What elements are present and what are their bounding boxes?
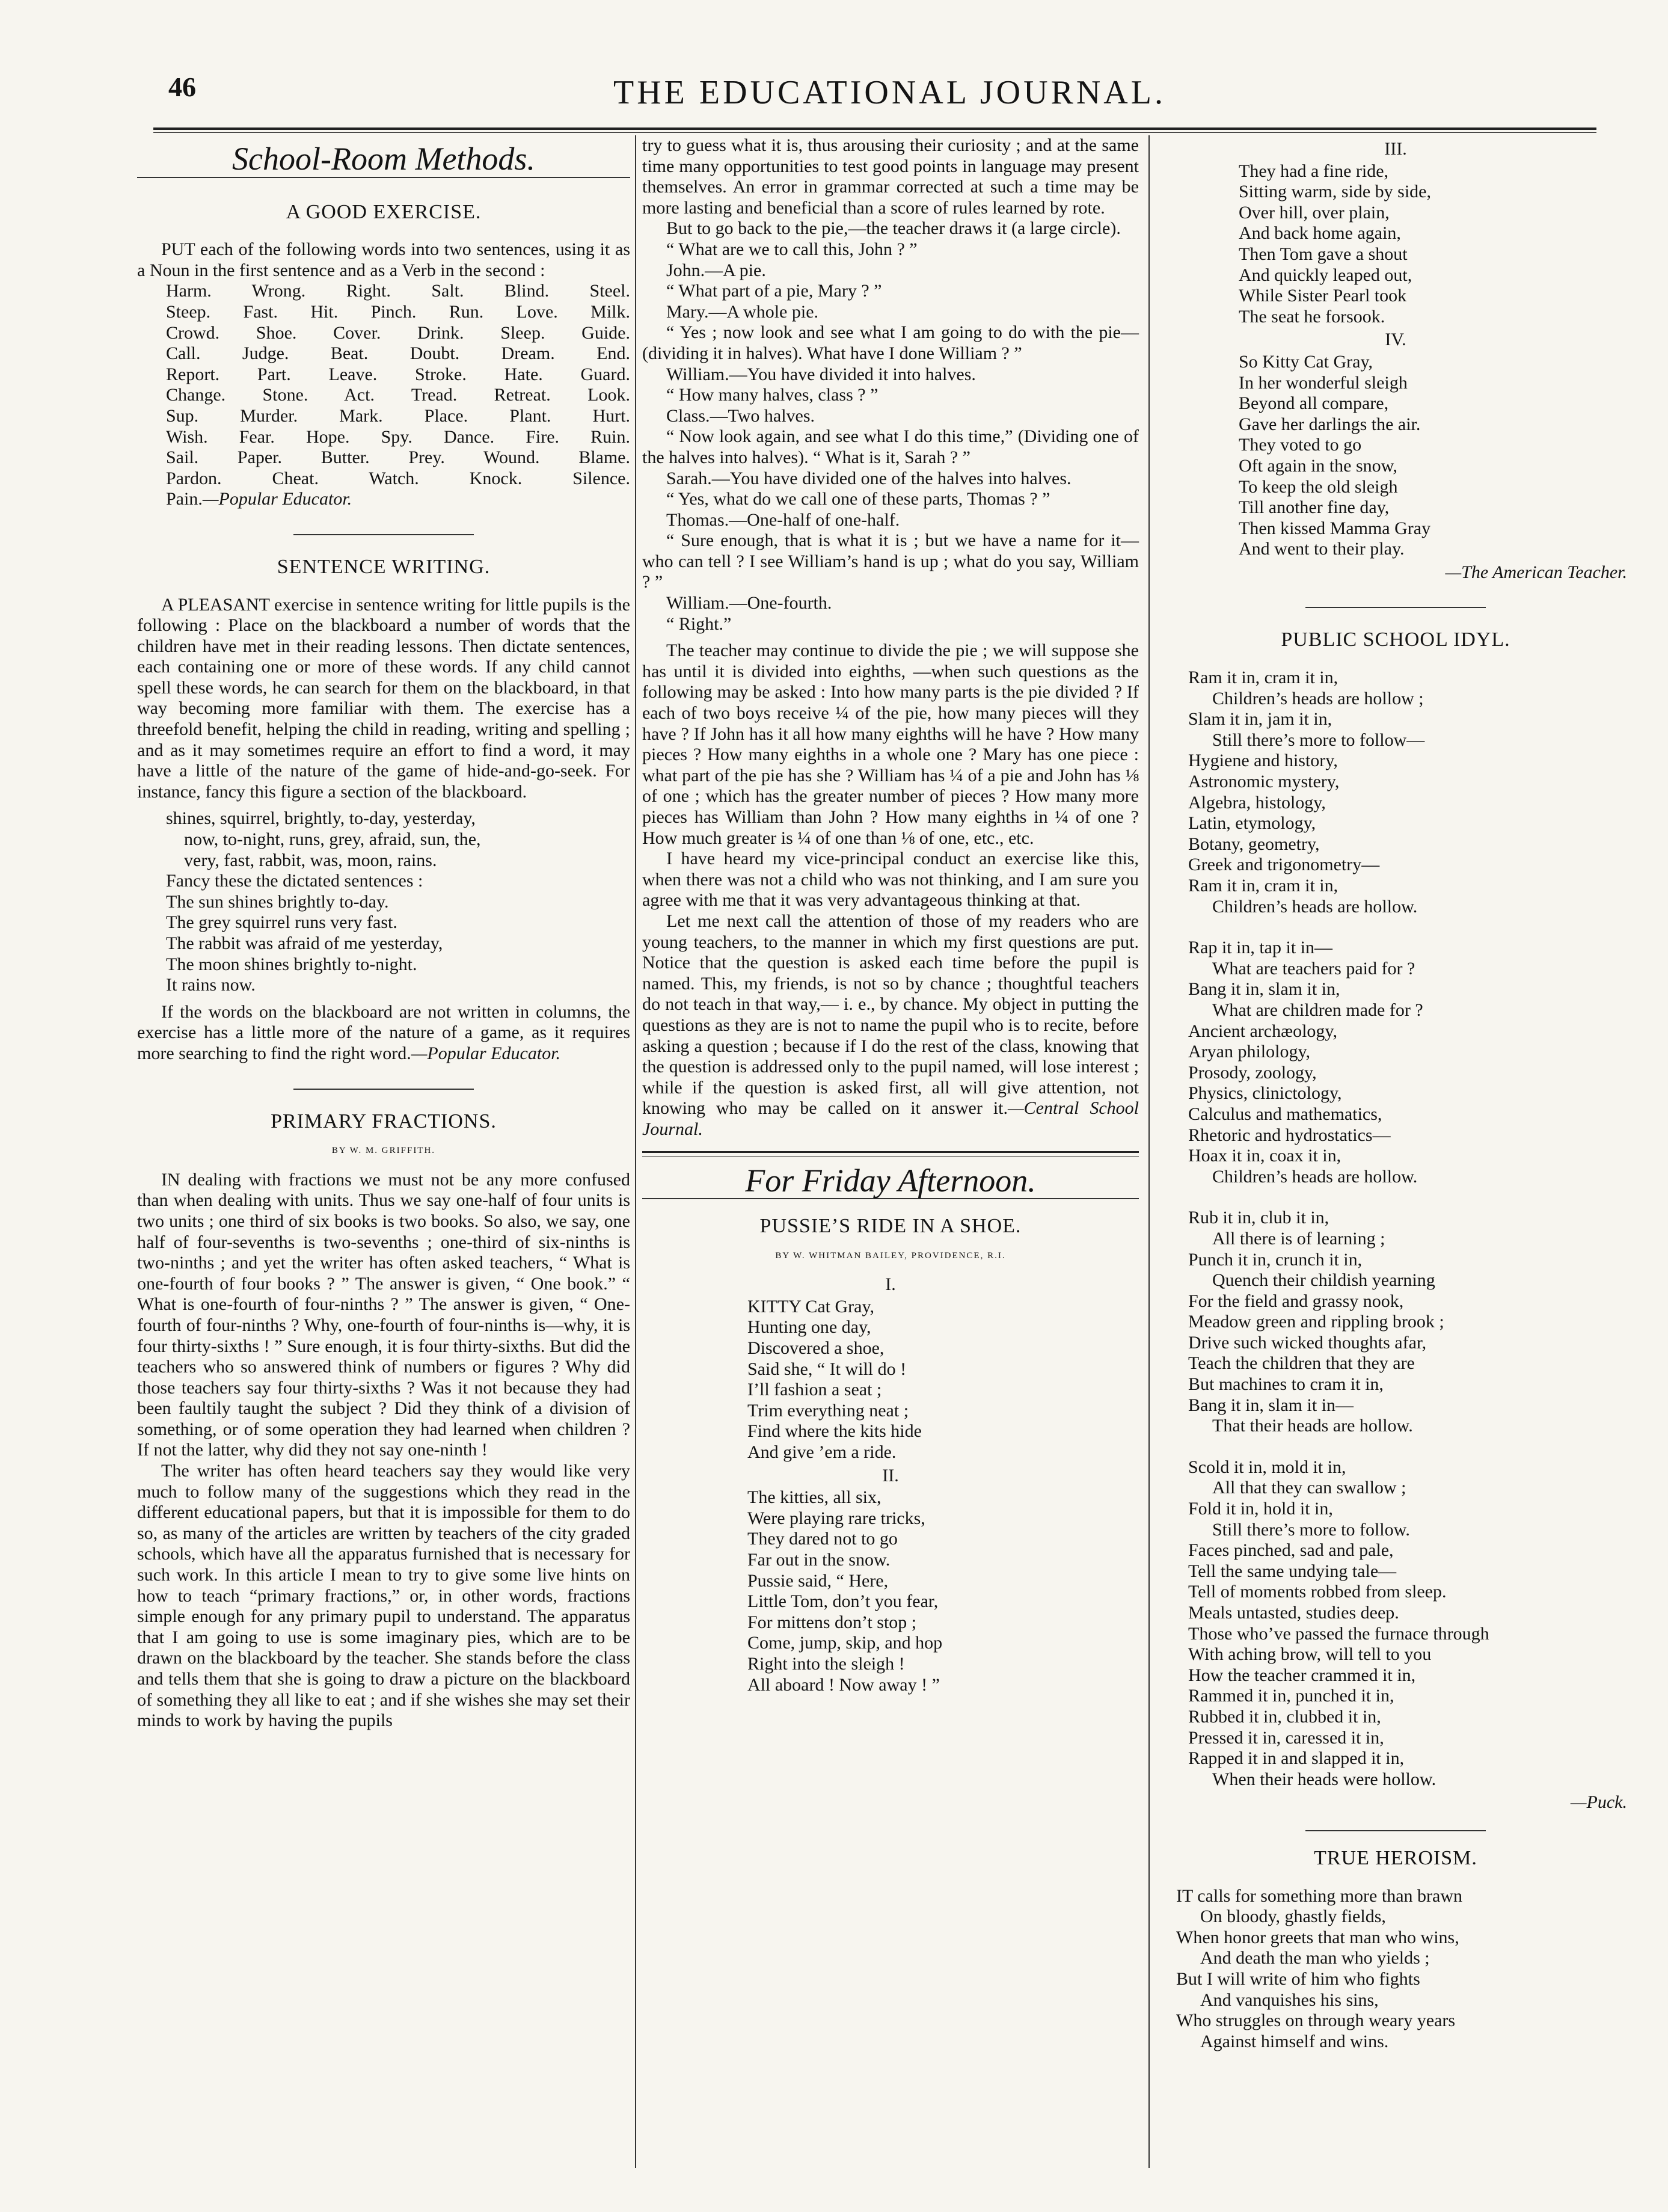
word-line: Steep. Fast. Hit. Pinch. Run. Love. Milk. [166,301,630,322]
poem-line: Bang it in, slam it in, [1188,979,1340,1000]
poem-stanza-2 [642,1487,1139,1695]
column-divider-2 [1148,135,1150,2168]
poem-line: Rubbed it in, clubbed it in, [1188,1706,1381,1727]
poem-line: Pussie said, “ Here, [747,1570,889,1591]
word-list [137,281,630,489]
header-rule-thin [153,132,1596,133]
dialog-block [642,510,1139,531]
byline-griffith: BY W. M. GRIFFITH. [331,1146,436,1156]
poem-line: And death the man who yields ; [1200,1948,1430,1968]
poem-line: To keep the old sleigh [1239,476,1398,497]
poem-line: And give ’em a ride. [747,1442,897,1463]
poem-line: Rap it in, tap it in— [1188,938,1332,958]
poem-stanza [1164,938,1627,1187]
poem-line: Rapped it in and slapped it in, [1188,1748,1405,1769]
poem-line: That their heads are hollow. [1212,1416,1413,1436]
blackboard-words [137,808,630,871]
stanza-numeral: II. [882,1465,899,1485]
poem-line: In her wonderful sleigh [1239,372,1408,393]
poem-line: Ram it in, cram it in, [1188,668,1338,688]
poem-line: Latin, etymology, [1188,813,1316,834]
poem-line: Till another fine day, [1239,497,1390,518]
poem-line: Physics, clinictology, [1188,1083,1342,1104]
word-line: Change. Stone. Act. Tread. Retreat. Look. [166,385,630,405]
poem-line: Were playing rare tricks, [747,1508,925,1528]
poem-line: Far out in the snow. [747,1550,891,1570]
poem-line: Meals untasted, studies deep. [1188,1603,1399,1623]
para-text: If the words on the blackboard are not written in columns, the exercise has a little more of the nature of a game, as it requires more searching to find the right word. [137,1001,630,1063]
dialog-line: “ What part of a pie, Mary ? ” [666,281,882,301]
section-double-rule [642,1151,1139,1157]
poem-stanza [1164,668,1627,917]
dialog-paragraph: “ Sure enough, that is what it is ; but we have a name for it—who can tell ? I see William’s hand is up ; what do you say, William ? ” [642,530,1139,592]
section-heading-friday-afternoon: For Friday Afternoon. [745,1162,1036,1199]
poem-line: Children’s heads are hollow. [1212,896,1418,917]
stanza-numeral: III. [1384,139,1407,159]
poem-title-pussies-ride: PUSSIE’S RIDE IN A SHOE. [759,1215,1022,1238]
poem-line: Greek and trigonometry— [1188,855,1380,875]
article-title-primary-fractions: PRIMARY FRACTIONS. [271,1110,497,1132]
dialog-block [642,239,1139,322]
poem-line: Calculus and mathematics, [1188,1104,1382,1124]
poem-line: Who struggles on through weary years [1176,2011,1456,2031]
board-line: very, fast, rabbit, was, moon, rains. [184,850,437,870]
poem-stanza-4 [1164,352,1627,560]
poem-line: The kitties, all six, [747,1487,882,1508]
header-rule [153,127,1596,130]
poem-line: Rhetoric and hydrostatics— [1188,1125,1391,1145]
dialog-block [642,364,1139,427]
poem-line: Over hill, over plain, [1239,202,1390,223]
word-line: Sail. Paper. Butter. Prey. Wound. Blame. [166,447,630,468]
journal-title: THE EDUCATIONAL JOURNAL. [613,74,1166,111]
poem-line: Bang it in, slam it in— [1188,1395,1354,1415]
poem-line: When their heads were hollow. [1212,1769,1437,1789]
poem-line: But machines to cram it in, [1188,1374,1384,1395]
poem-line: Faces pinched, sad and pale, [1188,1540,1394,1561]
poem-line: Little Tom, don’t you fear, [747,1591,939,1612]
poem-line: Children’s heads are hollow ; [1212,688,1424,708]
fractions-para-back-to-pie: But to go back to the pie,—the teacher draws it (a large circle). [666,218,1121,239]
stanza-gap [1164,1187,1627,1208]
poem-line: I’ll fashion a seat ; [747,1380,882,1400]
para-text: Let me next call the attention of those of my readers who are young teachers, to the manner in which my first questions are put. Notice that the question is asked each time before the pupil is named. This, my friends, is not so by chance ; thoughtful teachers do not teach in that way,— i. e., by chance. My object in putting the questions as they are is not to name the pupil who is to recite, before asking a question ; because if I do the rest of the class, knowing that the question is addressed only to the pupil named, will lose interest ; while if the question is asked first, all will give attention, not knowing who may be called on it answer it. [642,911,1139,1119]
poem-line: Ram it in, cram it in, [1188,876,1338,896]
dialog-line: William.—One-fourth. [666,593,832,613]
sentence-line: Fancy these the dictated sentences : [166,871,423,891]
poem-line: Then Tom gave a shout [1239,244,1408,264]
poem-line: So Kitty Cat Gray, [1239,351,1373,372]
poem-line: Tell of moments robbed from sleep. [1188,1582,1447,1602]
poem-line: IT calls for something more than brawn [1176,1885,1462,1906]
poem-line: Pressed it in, caressed it in, [1188,1727,1384,1748]
poem-line: When honor greets that man who wins, [1176,1927,1459,1947]
sentence-line: The grey squirrel runs very fast. [166,912,397,933]
stanza-gap [1164,917,1627,938]
good-exercise-last-line [137,489,630,510]
word-line: Harm. Wrong. Right. Salt. Blind. Steel. [166,281,630,301]
poem-stanza [1164,1886,1627,2053]
page-number: 46 [168,72,196,102]
poem-stanza-3 [1164,161,1627,328]
article-title-good-exercise: A GOOD EXERCISE. [286,200,482,223]
word-line: Call. Judge. Beat. Doubt. Dream. End. [166,343,630,364]
poem-line: Find where the kits hide [747,1421,922,1442]
poem-line: Oft again in the snow, [1239,455,1397,476]
poem-line: Gave her darlings the air. [1239,414,1421,434]
attribution-american-teacher: —The American Teacher. [1445,562,1627,582]
sentence-line: The rabbit was afraid of me yesterday, [166,933,443,953]
poem-line: Hoax it in, coax it in, [1188,1146,1341,1166]
poem-line: And went to their play. [1239,539,1405,559]
dialog-line: William.—You have divided it into halves. [666,364,976,384]
poem-line: Right into the sleigh ! [747,1653,905,1674]
word-line: Wish. Fear. Hope. Spy. Dance. Fire. Ruin. [166,426,630,447]
poem-line: Children’s heads are hollow. [1212,1166,1418,1187]
poem-line: Rub it in, club it in, [1188,1208,1329,1228]
sentence-writing-para-2 [137,1002,630,1065]
poem-line: While Sister Pearl took [1239,286,1407,306]
poem-line: Algebra, histology, [1188,792,1326,813]
dictated-sentences [137,871,630,996]
fractions-para-eighths: The teacher may continue to divide the pie ; we will suppose she has until it is divided into eighths, —when such questions as the following may be asked : Into how many parts is the pie divided ? If each of two boys receive ¼ of the pie, how many pieces will they have ? If John has it all how many eighths will he have ? How many pieces ? How many eighths in a whole one ? Mary has one piece : what part of the pie has she ? William has ¼ of a pie and John has ⅛ of one ; which has the greater number of pieces ? How many more pieces has William than John ? How many eighths in ¼ of one ? How much greater is ¼ of one than ⅛ of one, etc., etc. [642,641,1139,848]
sentence-line: The moon shines brightly to-night. [166,954,417,974]
poem-line: Still there’s more to follow— [1212,730,1425,750]
poem-line: Scold it in, mold it in, [1188,1457,1346,1477]
poem-stanza [1164,1457,1627,1790]
good-exercise-intro: PUT each of the following words into two sentences, using it as a Noun in the first sentence and as a Verb in the second : [137,239,630,280]
poem-line: What are teachers paid for ? [1212,958,1415,979]
poem-line: Astronomic mystery, [1188,772,1340,792]
poem-line: They had a fine ride, [1239,161,1389,181]
divider-rule [1305,607,1486,608]
poem-line: The seat he forsook. [1239,306,1385,327]
dialog-line: “ What are we to call this, John ? ” [666,239,918,259]
poem-line: Discovered a shoe, [747,1338,885,1359]
attribution-popular-educator: —Popular Educator. [411,1043,561,1063]
poem-line: For mittens don’t stop ; [747,1612,917,1632]
dialog-paragraph: “ Yes ; now look and see what I am going to do with the pie—(dividing it in halves). What have I done William ? ” [642,322,1139,363]
poem-line: Tell the same undying tale— [1188,1561,1397,1581]
poem-line: Those who’ve passed the furnace through [1188,1623,1489,1644]
poem-line: Fold it in, hold it in, [1188,1499,1333,1519]
byline-bailey: BY W. WHITMAN BAILEY, PROVIDENCE, R.I. [775,1250,1006,1261]
poem-line: Quench their childish yearning [1212,1270,1435,1291]
divider-rule [293,534,474,535]
poem-line: All that they can swallow ; [1212,1478,1406,1498]
poem-line: Punch it in, crunch it in, [1188,1249,1363,1270]
dialog-line: Class.—Two halves. [666,405,815,426]
poem-line: All there is of learning ; [1212,1228,1385,1249]
poem-line: Beyond all compare, [1239,393,1389,414]
poem-line: KITTY Cat Gray, [747,1296,875,1316]
word-line: Crowd. Shoe. Cover. Drink. Sleep. Guide. [166,322,630,343]
column-divider-1 [635,135,636,2168]
poem-line: They voted to go [1239,435,1362,455]
sentence-line: It rains now. [166,975,256,995]
poem-line: Botany, geometry, [1188,834,1320,854]
poem-line: Prosody, zoology, [1188,1062,1317,1083]
stanza-numeral: I. [885,1274,896,1295]
word-line: Report. Part. Leave. Stroke. Hate. Guard. [166,364,630,384]
board-line: now, to-night, runs, grey, afraid, sun, the, [184,829,481,850]
attribution-puck: —Puck. [1570,1792,1627,1813]
divider-rule [1305,1830,1486,1831]
dialog-line: “ Right.” [666,613,732,634]
poem-line: For the field and grassy nook, [1188,1291,1404,1311]
idyl-poem [1164,668,1627,1790]
poem-line: How the teacher crammed it in, [1188,1665,1416,1685]
dialog-paragraph: “ Yes, what do we call one of these parts, Thomas ? ” [666,489,1050,509]
poem-line: Trim everything neat ; [747,1400,909,1421]
column-2 [642,135,1139,1695]
poem-line: Hygiene and history, [1188,751,1338,771]
poem-line: Teach the children that they are [1188,1353,1415,1374]
divider-rule [293,1089,474,1090]
section-heading-school-room-methods: School-Room Methods. [232,141,535,177]
poem-line: Come, jump, skip, and hop [747,1633,943,1653]
attribution-central-school-journal: —Central School Journal. [642,1098,1139,1139]
poem-line: And vanquishes his sins, [1200,1989,1379,2010]
dialog-line: Thomas.—One-half of one-half. [666,509,900,530]
stanza-numeral: IV. [1385,330,1406,350]
word-line: Sup. Murder. Mark. Place. Plant. Hurt. [166,405,630,426]
poem-line: With aching brow, will tell to you [1188,1644,1432,1665]
dialog-line: Mary.—A whole pie. [666,301,819,322]
attribution-popular-educator: —Popular Educator. [202,489,352,509]
stanza-gap [1164,1437,1627,1457]
poem-line: Against himself and wins. [1200,2031,1389,2051]
poem-line: All aboard ! Now away ! ” [747,1674,940,1695]
primary-fractions-para-2: The writer has often heard teachers say they would like very much to follow many of the suggestions which they read in the different educational papers, but that it is impossible for them to do so, as many of the articles are written by teachers of the city graded schools, which have all the apparatus furnished that is necessary for such work. In this article I mean to try to give some live hints on how to teach “primary fractions,” or, in other words, fractions simple enough for any primary pupil to understand. The apparatus that I am going to use is some imaginary pies, which are to be drawn on the blackboard by the teacher. She stands before the class and tells them that she is going to draw a picture on the blackboard of something they all like to eat ; and if she wishes she may set their minds to work by having the pupils [137,1461,630,1731]
poem-line: Slam it in, jam it in, [1188,709,1332,730]
poem-line: And back home again, [1239,223,1401,244]
poem-stanza-1 [642,1297,1139,1463]
fractions-continued: try to guess what it is, thus arousing their curiosity ; and at the same time many opportunities to test good points in language may present themselves. An error in grammar corrected at such a time may be more lasting and beneficial than a score of rules learned by rote. [642,135,1139,218]
heroism-poem [1164,1886,1627,2053]
dialog-line: John.—A pie. [666,260,766,280]
poem-line: On bloody, ghastly fields, [1200,1906,1386,1927]
poem-line: Sitting warm, side by side, [1239,182,1431,202]
poem-line: But I will write of him who fights [1176,1968,1420,1989]
poem-line: Still there’s more to follow. [1212,1519,1410,1540]
dialog-block [642,593,1139,634]
poem-line: Aryan philology, [1188,1042,1311,1062]
poem-title-true-heroism: TRUE HEROISM. [1314,1846,1477,1869]
primary-fractions-para-1: IN dealing with fractions we must not be any more confused than when dealing with units. Thus we say one-half of four units is two units ; one third of six books is two books. So also, we say, one half of four-sevenths is two-sevenths ; one-third of six-ninths is two-ninths ; and yet the writer has often asked teachers, “ What is one-fourth of four books ? ” The answer is given, “ One book.” “ What is one-fourth of four-ninths ? ” The answer is given, “ One-fourth of four-ninths ? Why, one-fourth of four-ninths is—why, it is four thirty-sixths ! ” Sure enough, it is four thirty-sixths. But did the teachers who so answered think of numbers or figures ? Why did those teachers say four thirty-sixths ? Was it not because they had been faultily taught the subject ? Did they think of a division of something, or of some operation they had learned when children ? If not the latter, why did they not say one-ninth ! [137,1169,630,1460]
poem-stanza [1164,1208,1627,1437]
poem-line: Hunting one day, [747,1317,871,1338]
board-line: shines, squirrel, brightly, to-day, yesterday, [166,808,476,829]
poem-line: What are children made for ? [1212,1000,1423,1020]
article-title-sentence-writing: SENTENCE WRITING. [277,555,491,578]
sentence-line: The sun shines brightly to-day. [166,891,389,912]
column-1 [137,135,630,1731]
poem-line: Drive such wicked thoughts afar, [1188,1332,1427,1353]
column-3 [1164,135,1627,2052]
word-line: Pardon. Cheat. Watch. Knock. Silence. [166,468,630,488]
fractions-para-attention [642,911,1139,1140]
dialog-paragraph: Sarah.—You have divided one of the halves into halves. [666,468,1072,488]
poem-line: Then kissed Mamma Gray [1239,518,1431,538]
poem-line: Meadow green and rippling brook ; [1188,1312,1444,1332]
poem-title-public-school-idyl: PUBLIC SCHOOL IDYL. [1281,628,1510,651]
poem-line: Said she, “ It will do ! [747,1359,907,1379]
dialog-paragraph: “ Now look again, and see what I do this time,” (Dividing one of the halves into halves). “ What is it, Sarah ? ” [642,426,1139,467]
last-word: Pain. [166,489,203,509]
poem-line: Ancient archæology, [1188,1021,1337,1041]
fractions-para-vice-principal: I have heard my vice-principal conduct an exercise like this, when there was not a child who was not thinking, and I am sure you agree with me that it was very advantageous thinking at that. [642,849,1139,911]
poem-line: They dared not to go [747,1529,898,1549]
dialog-line: “ How many halves, class ? ” [666,385,878,405]
sentence-writing-para-1: A PLEASANT exercise in sentence writing for little pupils is the following : Place on the blackboard a number of words that the children have met in their reading lessons. Then dictate sentences, each containing one or more of these words. If any child cannot spell these words, he can search for them on the blackboard, in that way becoming more familiar with them. The exercise has a threefold benefit, helping the child in reading, writing and spelling ; and as it may sometimes require an effort to find a word, it may have a little of the nature of the game of hide-and-go-seek. For instance, fancy this figure a section of the blackboard. [137,594,630,802]
poem-line: And quickly leaped out, [1239,265,1412,285]
poem-line: Rammed it in, punched it in, [1188,1686,1394,1706]
